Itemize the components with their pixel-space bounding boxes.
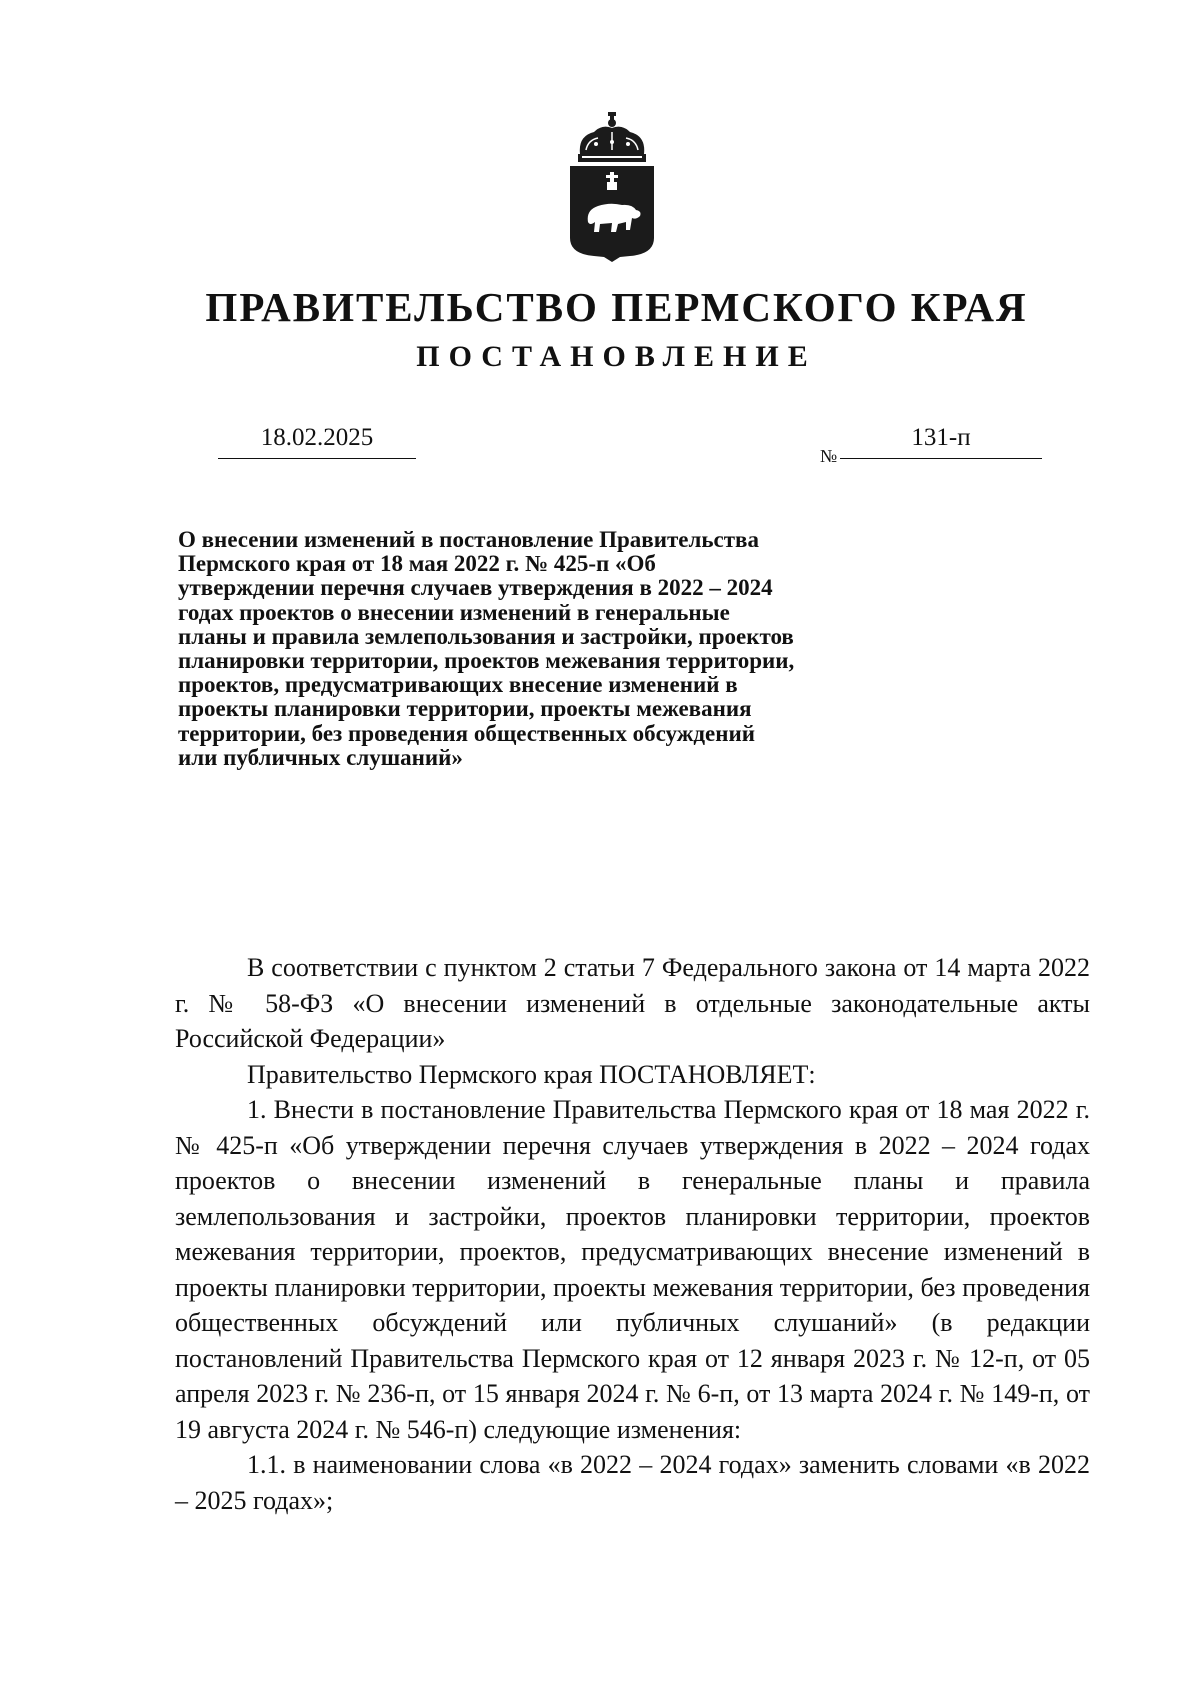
document-number: 131-п [840,424,1042,459]
document-body [175,950,1090,1518]
preamble-paragraph: В соответствии с пунктом 2 статьи 7 Федерального закона от 14 марта 2022 г. № 58-ФЗ «О внесении изменений в отдельные законодательные акты Российской Федерации» [175,953,1090,1053]
document-subject: О внесении изменений в постановление Правительства Пермского края от 18 мая 2022 г. № 425-п «Об утверждении перечня случаев утверждения в 2022 – 2024 годах проектов о внесении изменений в генеральные планы и правила землепользования и застройки, проектов планировки территории, проектов межевания территории, проектов, предусматривающих внесение изменений в проекты планировки территории, проекты межевания территории, без проведения общественных обсуждений или публичных слушаний» [178,527,795,770]
resolution-paragraph: Правительство Пермского края ПОСТАНОВЛЯЕТ: [247,1059,816,1089]
number-sign: № [820,446,838,466]
document-type-title: ПОСТАНОВЛЕНИЕ [416,340,817,373]
item-1-1-paragraph: 1.1. в наименовании слова «в 2022 – 2024 годах» заменить словами «в 2022 – 2025 годах»; [175,1450,1090,1515]
organization-title: ПРАВИТЕЛЬСТВО ПЕРМСКОГО КРАЯ [205,284,1028,330]
document-number-block [820,424,1042,464]
perm-krai-coat-of-arms-icon [566,112,658,262]
item-1-paragraph: 1. Внести в постановление Правительства Пермского края от 18 мая 2022 г. № 425-п «Об утверждении перечня случаев утверждения в 2022 – 2024 годах проектов о внесении изменений в генеральные планы и правила землепользования и застройки, проектов планировки территории, проектов межевания территории, проектов, предусматривающих внесение изменений в проекты планировки территории, проекты межевания территории, без проведения общественных обсуждений или публичных слушаний» (в редакции постановлений Правительства Пермского края от 12 января 2023 г. № 12-п, от 05 апреля 2023 г. № 236-п, от 15 января 2024 г. № 6-п, от 13 марта 2024 г. № 149-п, от 19 августа 2024 г. № 546-п) следующие изменения: [175,1095,1090,1444]
document-date: 18.02.2025 [218,424,416,459]
